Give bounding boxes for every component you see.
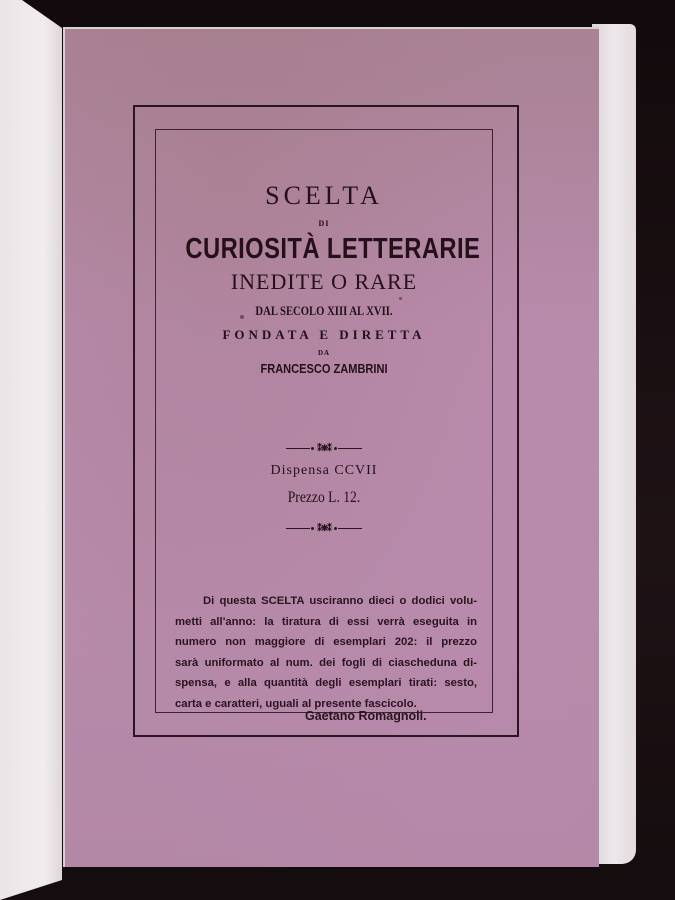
series-title-di: DI: [318, 219, 330, 228]
issue-number: Dispensa CCVII: [270, 463, 378, 478]
series-subtitle: INEDITE O RARE: [230, 269, 418, 294]
ornament-dot: [311, 447, 314, 450]
ornament-flourish-icon: ⁑❋⁑: [317, 523, 331, 533]
series-title-main: CURIOSITÀ LETTERARIE: [185, 233, 481, 265]
title-block: [155, 129, 493, 723]
notice-line: metti all'anno: la tiratura di essi verrà eseguita in: [175, 615, 477, 628]
ornament-dot: [334, 447, 337, 450]
left-blank-page: [0, 0, 62, 900]
notice-line: sarà uniformato al num. dei fogli di ciascheduna di-: [175, 656, 477, 669]
notice-line: Di questa SCELTA usciranno dieci o dodici volu-: [203, 595, 477, 607]
publisher-signature: Gaetano Romagnoli.: [305, 709, 427, 723]
notice-line: numero non maggiore di esemplari 202: il prezzo: [175, 636, 477, 648]
ornament-divider-top: [155, 444, 493, 452]
notice-line: spensa, e alla quantità degli esemplari tirati: sesto,: [175, 677, 477, 689]
period-line: DAL SECOLO XIII AL XVII.: [255, 303, 393, 318]
publication-notice: [175, 591, 477, 714]
founded-line: FONDATA E DIRETTA: [222, 327, 426, 342]
editor-name: FRANCESCO ZAMBRINI: [260, 361, 388, 376]
ornament-rule: [286, 528, 310, 529]
ornament-dot: [311, 527, 314, 530]
price: Prezzo L. 12.: [287, 489, 361, 506]
ornament-divider-bottom: [155, 524, 493, 532]
series-title-scelta: SCELTA: [265, 181, 383, 210]
ornament-flourish-icon: ⁑❋⁑: [317, 443, 331, 453]
ornament-rule: [338, 448, 362, 449]
ornament-rule: [338, 528, 362, 529]
pamphlet-cover: [63, 27, 599, 867]
by-line: DA: [317, 349, 331, 357]
ornament-dot: [334, 527, 337, 530]
ornament-rule: [286, 448, 310, 449]
notice-line: carta e caratteri, uguali al presente fascicolo.: [175, 697, 417, 710]
